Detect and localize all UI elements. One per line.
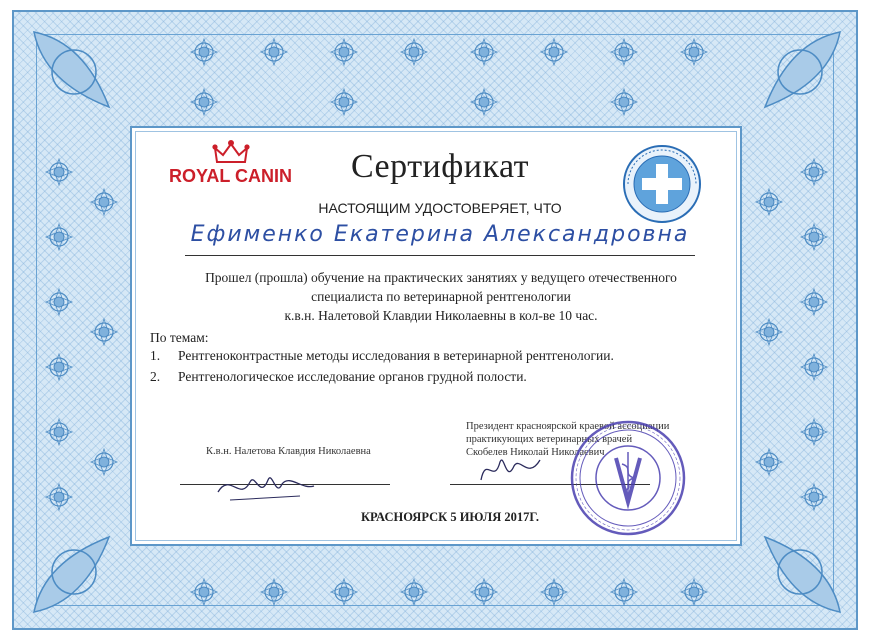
right-signature-icon — [476, 450, 546, 490]
recipient-name: Ефименко Екатерина Александровна — [190, 222, 690, 247]
topic-item — [150, 369, 527, 385]
left-signature-icon — [210, 462, 320, 507]
course-description-line-1: Прошел (прошла) обучение на практических занятиях у ведущего отечественного — [205, 270, 677, 285]
topics-heading: По темам: — [150, 330, 209, 345]
topic-text: Рентгеноконтрастные методы исследования в ветеринарной рентгенологии. — [178, 348, 614, 363]
president-name: Скобелев Николай Николаевич — [466, 447, 605, 458]
president-title-line-1: Президент красноярской краевой ассоциации — [466, 421, 670, 432]
royal-canin-crown-icon — [211, 140, 251, 166]
brand-logo-text: ROYAL CANIN — [168, 166, 293, 186]
topic-number: 2. — [150, 369, 161, 384]
recipient-underline — [185, 255, 695, 256]
topic-text: Рентгенологическое исследование органов грудной полости. — [178, 369, 527, 384]
course-description-line-3: к.в.н. Налетовой Клавдии Николаевны в кол-ве 10 час. — [284, 308, 598, 323]
course-description — [146, 268, 736, 325]
topic-item — [150, 348, 614, 364]
place-and-date: КРАСНОЯРСК 5 ИЮЛЯ 2017Г. — [360, 510, 540, 524]
left-signatory-name: К.в.н. Налетова Клавдия Николаевна — [206, 446, 371, 457]
topic-number: 1. — [150, 348, 161, 363]
certificate-title: Сертификат — [350, 148, 530, 185]
certificate-subtitle: НАСТОЯЩИМ УДОСТОВЕРЯЕТ, ЧТО — [318, 200, 562, 216]
president-title-line-2: практикующих ветеринарных врачей — [466, 434, 633, 445]
veterinary-association-emblem-icon — [610, 140, 710, 232]
course-description-line-2: специалиста по ветеринарной рентгенологии — [311, 289, 571, 304]
royal-canin-logo — [163, 140, 298, 196]
